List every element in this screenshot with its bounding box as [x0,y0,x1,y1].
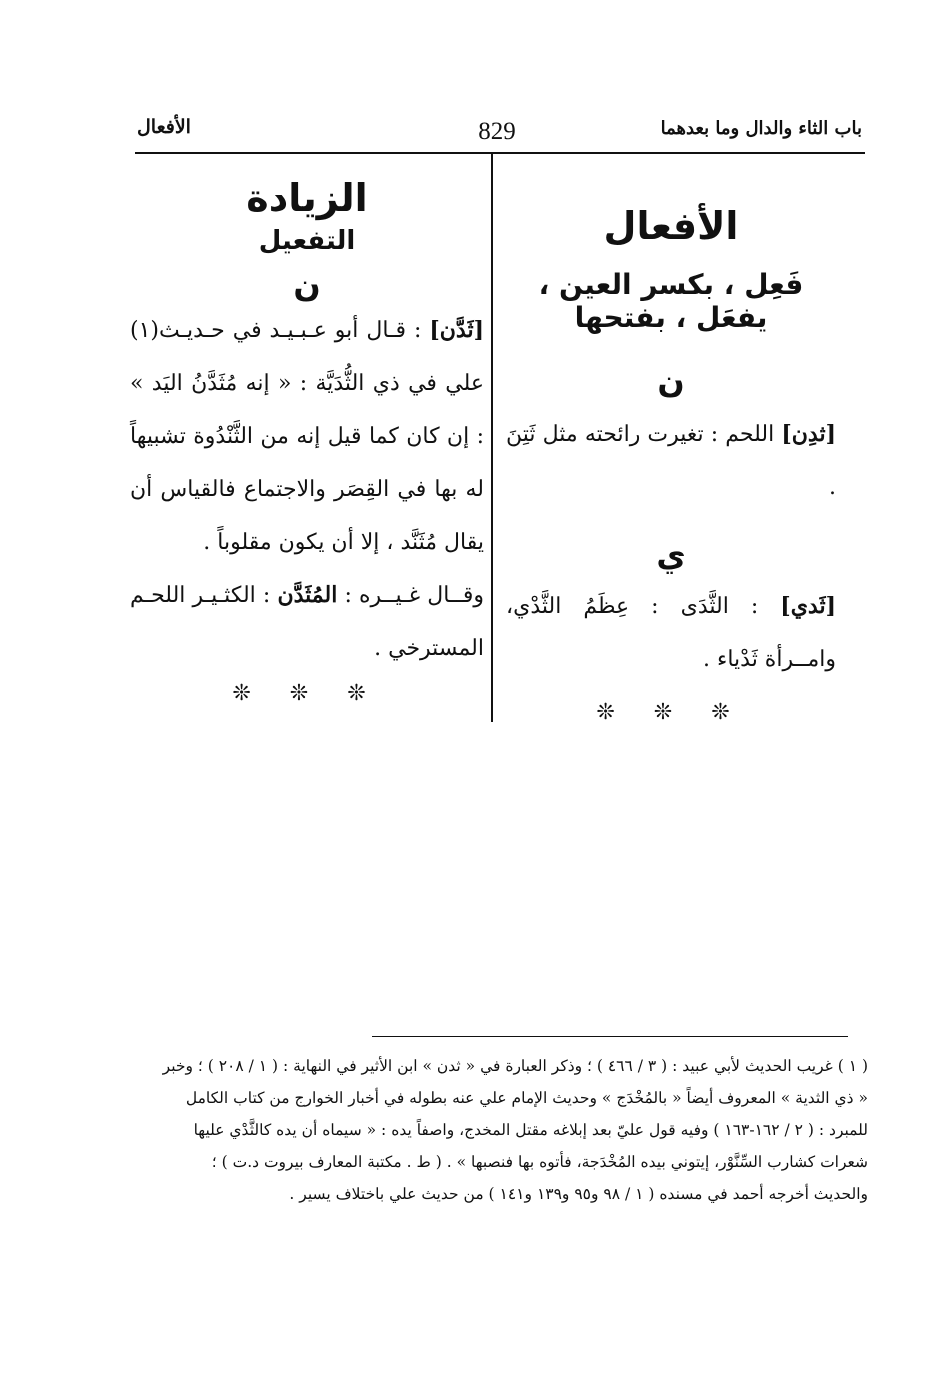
section-end-stars: ❊ ❊ ❊ [232,681,382,706]
footnote-line: للمبرد : ( ٢ / ١٦٢-١٦٣ ) وفيه قول عليّ بعد إبلاغه مقتل المخدج، واصفاً يده : « سيماه أن يده كالثَّدْي عليها [193,1121,868,1139]
column-divider [491,154,493,722]
left-column-title: الزيادة [246,176,368,220]
section-letter-n: ن [657,362,685,400]
entry-text: اللحم : تغيرت رائحته مثل ثَتِنَ . [506,422,836,500]
entry-muthaddan [130,569,484,675]
right-column-subtitle: فَعِل ، بكسر العين ، يفعَل ، بفتحها [538,268,804,334]
running-header-left: الأفعال [137,116,191,138]
right-column-title: الأفعال [603,204,739,248]
footnote-rule [372,1036,848,1037]
entry-text: : الكثـيـر اللحـم المسترخي . [130,583,484,661]
entry-term: [ثدِن] [781,421,836,447]
entry-thadiy [506,580,836,686]
page-number: 829 [478,118,516,145]
footnote-line: والحديث أخرجه أحمد في مسنده ( ١ / ٩٨ و٩٥ و١٣٩ و١٤١ ) من حديث علي باختلاف يسير . [289,1185,868,1203]
section-end-stars: ❊ ❊ ❊ [596,700,746,725]
section-letter-n: ن [293,266,321,304]
entry-thadin [506,408,836,514]
left-column [130,154,484,706]
entry-text: : الثَّدَى : عِظَمُ الثَّدْي، وامــرأة ثَدْياء . [506,594,836,672]
section-letter-y: ي [656,536,686,574]
entry-term: [ثَدي] [780,593,836,619]
footnote-line: ( ١ ) غريب الحديث لأبي عبيد : ( ٣ / ٤٦٦ ) ؛ وذكر العبارة في « ثدن » ابن الأثير في النهاية : ( ١ / ٢٠٨ ) ؛ وخبر [162,1057,868,1075]
entry-term: المُثَدَّن [277,582,338,608]
footnotes [128,1050,868,1210]
running-header-right: باب الثاء والدال وما بعدهما [660,118,862,139]
entry-prefix: وقــال غـيــره : [337,583,484,608]
left-column-subtitle: التفعيل [258,226,356,256]
entry-thaddana [130,304,484,569]
entry-text: : قـال أبو عـبـيـد في حـديـث(١) علي في ذي الثُّدَيَّة : « إنه مُثَدَّنُ اليَد » : إن كان كما قيل إنه من الثَّنْدُوة تشبيهاً له بها في القِصَر والاجتماع فالقياس أن يقال مُثَنَّد ، إلا أن يكون مقلوباً . [130,318,484,555]
entry-term: [ثَدَّن] [429,317,484,343]
right-column [506,154,836,725]
footnote-line: « ذي الثدية » المعروف أيضاً « بالمُخْدَج » وحديث الإمام علي عنه بطوله في أخبار الخوارج من كتاب الكامل [185,1089,868,1107]
footnote-line: شعرات كشارب السِّنَّوْر، إيتوني بيده المُخْدَجة، فأتوه بها فنصبها » . ( ط . مكتبة المعارف بيروت د.ت ) ؛ [211,1153,868,1171]
